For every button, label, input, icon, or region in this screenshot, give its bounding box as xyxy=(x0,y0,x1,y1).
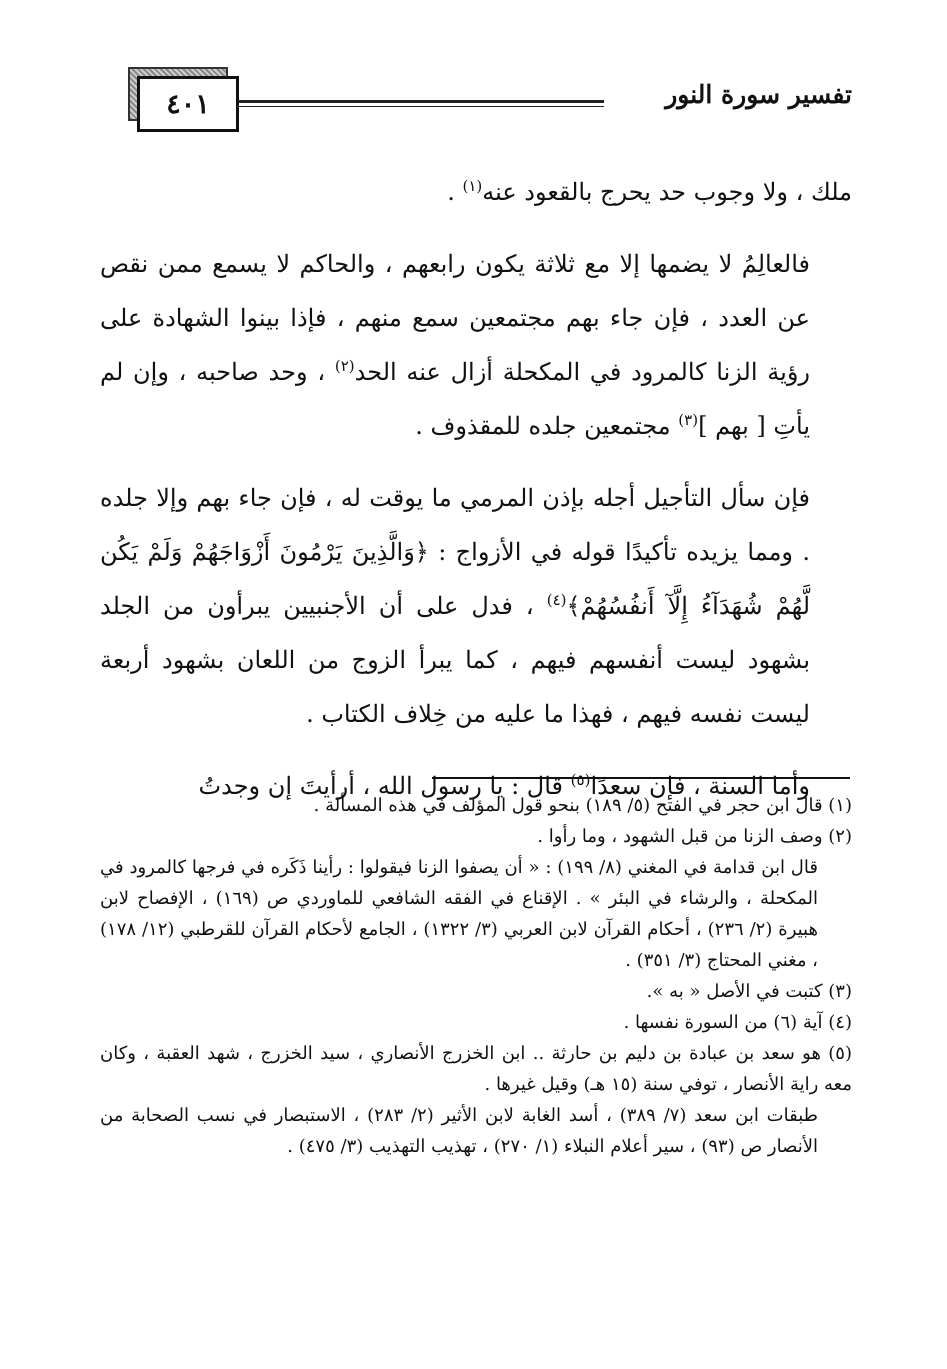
paragraph-1-text: ملك ، ولا وجوب حد يحرج بالقعود عنه xyxy=(482,178,852,206)
paragraph-3-text-a: فإن سأل التأجيل أجله بإذن المرمي ما يوقت له ، فإن جاء بهم وإلا جلده . ومما يزيده تأكيدًا قوله في الأزواج : ﴿وَالَّذِينَ يَرْمُونَ أَزْوَاجَهُمْ وَلَمْ يَكُن لَّهُمْ شُهَدَآءُ إِلَّآ أَنفُسُهُمْ﴾ xyxy=(100,484,811,620)
paragraph-2-text-b: ، وحد صاحبه ، وإن لم يأتِ [ بهم ] xyxy=(100,358,810,440)
paragraph-2 xyxy=(100,237,852,453)
paragraph-2-text-c: مجتمعين جلده للمقذوف . xyxy=(415,412,679,440)
footnote-separator xyxy=(432,777,850,779)
footnote-3: (٣) كتبت في الأصل « به ». xyxy=(646,981,852,1002)
footnote-2-continuation: قال ابن قدامة في المغني (٨/ ١٩٩) : « أن يصفوا الزنا فيقولوا : رأينا ذَكَره في فرجها كالمرود في المكحلة ، والرشاء في البئر » . الإقناع في الفقه الشافعي للماوردي ص (١٦٩) ، الإفصاح لابن هبيرة (٢/ ٢٣٦) ، أحكام القرآن لابن العربي (٣/ ١٣٢٢) ، الجامع لأحكام القرآن للقرطبي (١٢/ ١٧٨) ، مغني المحتاج (٣/ ٣٥١) . xyxy=(100,857,818,971)
footnote-ref-3: (٣) xyxy=(678,411,699,429)
footnote-ref-4: (٤) xyxy=(546,591,567,609)
footnote-4: (٤) آية (٦) من السورة نفسها . xyxy=(623,1012,852,1033)
footnotes xyxy=(100,790,852,1162)
paragraph-2-text-a: فالعالِمُ لا يضمها إلا مع ثلاثة يكون رابعهم ، والحاكم لا يسمع ممن نقص عن العدد ، فإن جاء بهم مجتمعين سمع منهم ، فإذا بينوا الشهادة على رؤية الزنا كالمرود في المكحلة أزال عنه الحد xyxy=(100,250,811,386)
paragraph-3 xyxy=(100,471,852,741)
footnote-5: (٥) هو سعد بن عبادة بن دليم بن حارثة .. ابن الخزرج الأنصاري ، سيد الخزرج ، شهد العقبة ، وكان معه راية الأنصار ، توفي سنة (١٥ هـ) وقيل غيرها . xyxy=(100,1043,852,1095)
running-header-title: تفسير سورة النور xyxy=(665,80,852,109)
footnote-ref-1: (١) xyxy=(462,177,483,195)
paragraph-4-text-a: وأما السنة ، فإن سعدًا xyxy=(590,772,810,800)
footnote-5-continuation: طبقات ابن سعد (٧/ ٣٨٩) ، أسد الغابة لابن الأثير (٢/ ٢٨٣) ، الاستبصار في نسب الصحابة من الأنصار ص (٩٣) ، سير أعلام النبلاء (١/ ٢٧٠) ، تهذيب التهذيب (٣/ ٤٧٥) . xyxy=(100,1105,818,1157)
header-rule xyxy=(236,100,604,107)
footnote-2: (٢) وصف الزنا من قبل الشهود ، وما رأوا . xyxy=(537,826,852,847)
paragraph-3-text-b: ، فدل على أن الأجنبيين يبرأون من الجلد بشهود ليست أنفسهم فيهم ، كما يبرأ الزوج من اللعان بشهود أربعة ليست نفسه فيهم ، فهذا ما عليه من خِلاف الكتاب . xyxy=(100,592,810,728)
footnote-1: (١) قال ابن حجر في الفتح (٥/ ١٨٩) بنحو قول المؤلف في هذه المسألة . xyxy=(313,795,852,816)
page-number-text: ٤٠١ xyxy=(166,88,210,120)
footnote-ref-2: (٢) xyxy=(334,357,355,375)
paragraph-1 xyxy=(100,165,852,219)
footnote-ref-5: (٥) xyxy=(570,771,591,789)
main-text xyxy=(100,165,852,813)
paragraph-1-end: . xyxy=(447,178,463,206)
page-number xyxy=(137,76,239,132)
paragraph-4-text-b: قال : يا رسول الله ، أرأيتَ إن وجدتُ xyxy=(198,772,571,800)
